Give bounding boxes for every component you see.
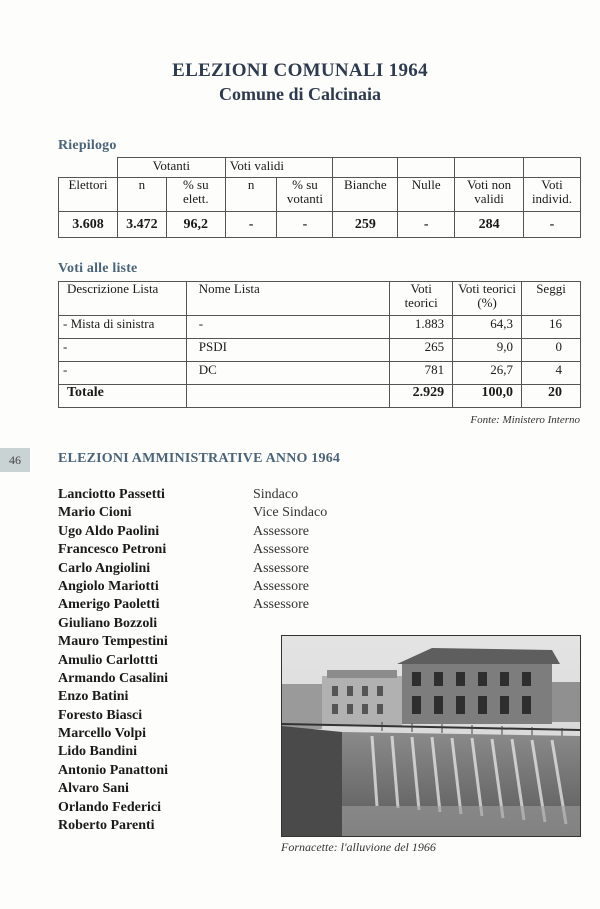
list-item: Mauro Tempestini bbox=[58, 634, 168, 650]
value-cell: - bbox=[398, 212, 455, 238]
table-cell: DC bbox=[186, 362, 389, 385]
value-cell: 3.472 bbox=[117, 212, 166, 238]
list-item: Roberto Parenti bbox=[58, 818, 155, 834]
value-cell: 3.608 bbox=[59, 212, 118, 238]
list-item: Enzo Batini bbox=[58, 689, 129, 705]
value-cell: 259 bbox=[333, 212, 398, 238]
list-item: Carlo Angiolini bbox=[58, 560, 151, 576]
header-cell: Voti teorici bbox=[390, 282, 453, 316]
riepilogo-values-row bbox=[59, 212, 581, 238]
empty-cell bbox=[398, 158, 455, 178]
list-item: Foresto Biasci bbox=[58, 707, 143, 723]
header-cell: Nulle bbox=[398, 178, 455, 212]
empty-cell bbox=[523, 158, 580, 178]
flood-photo bbox=[281, 635, 581, 837]
header-cell: Voti teorici (%) bbox=[453, 282, 522, 316]
council-roles-list bbox=[253, 487, 327, 616]
table-cell: - bbox=[59, 362, 187, 385]
empty-cell bbox=[59, 158, 118, 178]
list-item: Orlando Federici bbox=[58, 799, 162, 815]
list-item: Antonio Panattoni bbox=[58, 762, 169, 778]
table-cell: 265 bbox=[390, 339, 453, 362]
header-cell: n bbox=[225, 178, 277, 212]
table-cell: 0 bbox=[522, 339, 581, 362]
section-label-liste: Voti alle liste bbox=[58, 261, 138, 276]
table-cell: 4 bbox=[522, 362, 581, 385]
source-note: Fonte: Ministero Interno bbox=[470, 414, 580, 426]
total-label: Totale bbox=[59, 385, 187, 408]
header-cell: Elettori bbox=[59, 178, 118, 212]
table-cell: 26,7 bbox=[453, 362, 522, 385]
list-item: Mario Cioni bbox=[58, 505, 132, 521]
list-item: Giuliano Bozzoli bbox=[58, 615, 158, 631]
role-item: Sindaco bbox=[253, 487, 299, 502]
group-votanti: Votanti bbox=[117, 158, 225, 178]
value-cell: - bbox=[523, 212, 580, 238]
empty-cell bbox=[455, 158, 524, 178]
section-label-amministrative: ELEZIONI AMMINISTRATIVE ANNO 1964 bbox=[58, 451, 341, 466]
list-item: Lanciotto Passetti bbox=[58, 487, 165, 502]
riepilogo-table bbox=[58, 157, 581, 238]
header-cell: % su votanti bbox=[277, 178, 333, 212]
table-row bbox=[59, 339, 581, 362]
list-item: Amulio Carlottti bbox=[58, 652, 158, 668]
role-item: Assessore bbox=[253, 560, 309, 576]
list-item: Lido Bandini bbox=[58, 744, 137, 760]
section-label-riepilogo: Riepilogo bbox=[58, 138, 117, 153]
role-item: Assessore bbox=[253, 523, 309, 539]
header-cell: Bianche bbox=[333, 178, 398, 212]
header-cell: Nome Lista bbox=[186, 282, 389, 316]
value-cell: - bbox=[277, 212, 333, 238]
list-item: Francesco Petroni bbox=[58, 542, 167, 558]
page-subtitle: Comune di Calcinaia bbox=[218, 84, 382, 104]
riepilogo-group-row bbox=[59, 158, 581, 178]
table-cell: PSDI bbox=[186, 339, 389, 362]
table-row bbox=[59, 316, 581, 339]
value-cell: - bbox=[225, 212, 277, 238]
table-cell: 1.883 bbox=[390, 316, 453, 339]
header-cell: n bbox=[117, 178, 166, 212]
table-cell: 9,0 bbox=[453, 339, 522, 362]
council-names-list bbox=[58, 487, 168, 836]
list-item: Amerigo Paoletti bbox=[58, 597, 160, 613]
list-item: Ugo Aldo Paolini bbox=[58, 523, 160, 539]
page-number: 46 bbox=[0, 448, 30, 472]
riepilogo-header-row bbox=[59, 178, 581, 212]
role-item: Assessore bbox=[253, 597, 309, 613]
value-cell: 96,2 bbox=[166, 212, 225, 238]
table-row bbox=[59, 362, 581, 385]
header-cell: Descrizione Lista bbox=[59, 282, 187, 316]
table-cell: 64,3 bbox=[453, 316, 522, 339]
list-item: Armando Casalini bbox=[58, 670, 169, 686]
table-cell: 2.929 bbox=[390, 385, 453, 408]
header-cell: Voti individ. bbox=[523, 178, 580, 212]
header-cell: Voti non validi bbox=[455, 178, 524, 212]
table-cell: 100,0 bbox=[453, 385, 522, 408]
liste-header-row bbox=[59, 282, 581, 316]
role-item: Vice Sindaco bbox=[253, 505, 328, 521]
table-cell: - bbox=[186, 316, 389, 339]
table-cell: - bbox=[59, 339, 187, 362]
list-item: Angiolo Mariotti bbox=[58, 578, 159, 594]
table-cell: 16 bbox=[522, 316, 581, 339]
list-item: Alvaro Sani bbox=[58, 781, 129, 797]
table-cell bbox=[186, 385, 389, 408]
group-voti-validi: Voti validi bbox=[225, 158, 333, 178]
role-item: Assessore bbox=[253, 578, 309, 594]
table-cell: - Mista di sinistra bbox=[59, 316, 187, 339]
empty-cell bbox=[333, 158, 398, 178]
list-item: Marcello Volpi bbox=[58, 726, 147, 742]
table-cell: 781 bbox=[390, 362, 453, 385]
table-cell: 20 bbox=[522, 385, 581, 408]
role-item: Assessore bbox=[253, 542, 309, 558]
liste-table bbox=[58, 281, 581, 408]
page-title-block bbox=[0, 60, 600, 105]
header-cell: Seggi bbox=[522, 282, 581, 316]
header-cell: % su elett. bbox=[166, 178, 225, 212]
value-cell: 284 bbox=[455, 212, 524, 238]
page-title: ELEZIONI COMUNALI 1964 bbox=[172, 60, 428, 81]
flood-photo-image bbox=[282, 636, 580, 836]
photo-caption: Fornacette: l'alluvione del 1966 bbox=[281, 840, 436, 854]
total-row bbox=[59, 385, 581, 408]
